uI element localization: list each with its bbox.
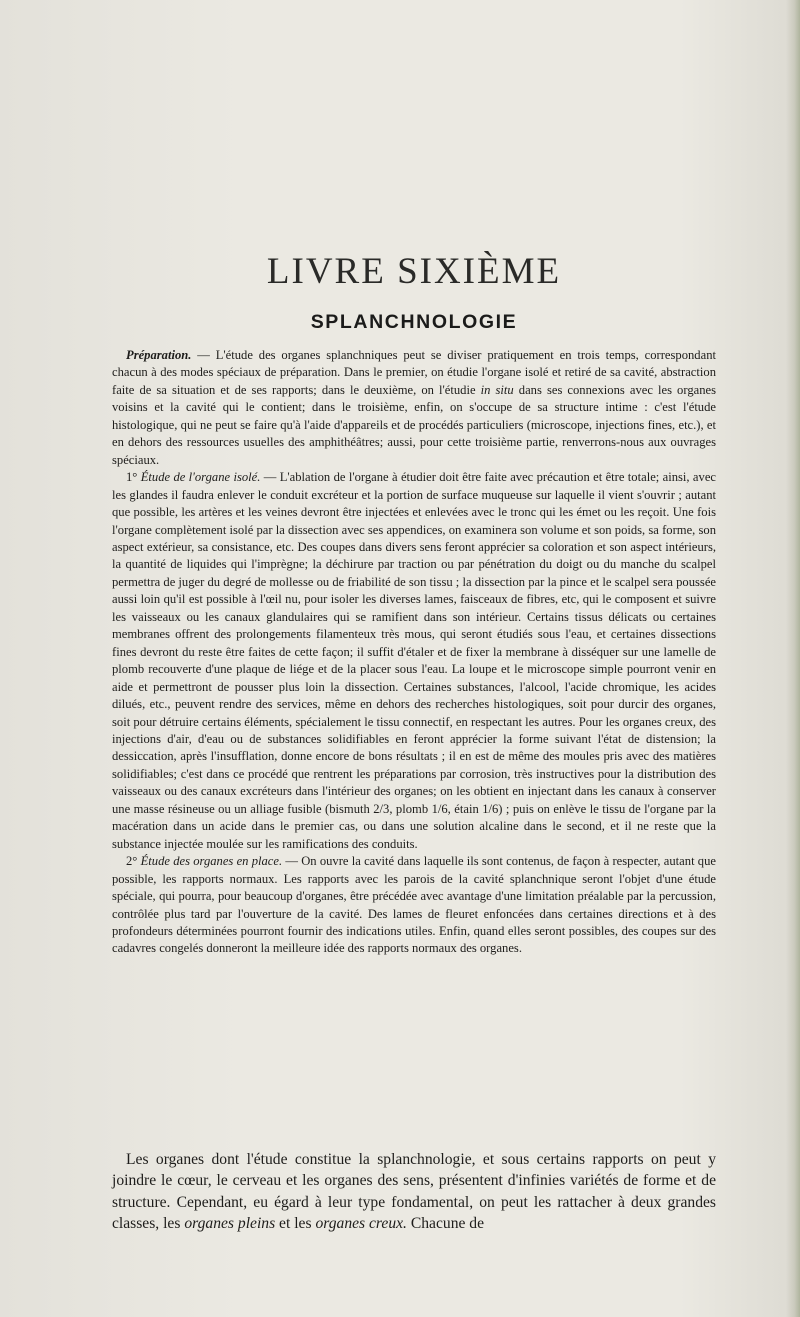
- paragraph-text: et les: [275, 1215, 316, 1233]
- page-edge-shadow: [786, 0, 800, 1317]
- paragraph-organe-isole: [112, 469, 716, 853]
- paragraph-text: — On ouvre la cavité dans laquelle ils sont contenus, de façon à respecter, autant que possible, les rapports normaux. Les rapports avec les parois de la cavité splanchnique seront l'objet d'une étude spéciale, qui pourra, pour beaucoup d'organes, être précédée avec avantage d'une limitation préalable par la percussion, contrôlée plus tard par l'ouverture de la cavité. Des lames de fleuret enfoncées dans certaines directions et à des profondeurs déterminées pourront fournir des indications utiles. Enfin, quand elles seront possibles, des coupes sur des cadavres congelés donneront la meilleure idée des rapports normaux des organes.: [112, 854, 716, 956]
- paragraph-text: Les organes dont l'étude constitue la splanchnologie, et sous certains rapports on peut y joindre le cœur, le cerveau et les organes des sens, présentent d'infinies variétés de forme et de structure. Cependant, eu égard à leur type fondamental, on peut les rattacher à deux grandes classes, les: [112, 1151, 716, 1233]
- paragraph-text: — L'étude des organes splanchniques peut se diviser pratiquement en trois temps, correspondant chacun à des modes spéciaux de préparation. Dans le premier, on étudie l'organe isolé et retiré de sa cavité, abstraction faite de sa situation et de ses rapports; dans le deuxième, on l'étudie: [112, 348, 716, 397]
- paragraph-emphasis: organes pleins: [184, 1215, 276, 1233]
- paragraph-text: Chacune de: [406, 1215, 485, 1233]
- section-number: 2°: [126, 854, 141, 869]
- paragraph-emphasis: in situ: [480, 382, 514, 397]
- paragraph-organes-en-place: [112, 853, 716, 958]
- paragraph-lead-in: Préparation.: [126, 348, 192, 362]
- book-title: LIVRE SIXIÈME: [266, 251, 562, 292]
- paragraph-classes-organes: [112, 1149, 716, 1235]
- paragraph-text: — L'ablation de l'organe à étudier doit être faite avec précaution et être totale; ainsi, avec les glandes il faudra enlever le conduit excréteur et la portion de surface muqueuse sur laquelle il vient s'ouvrir ; autant que possible, les artères et les veines devront être injectées et enlevées avec le tronc qui les émet ou les reçoit. Une fois l'organe complètement isolé par la dissection avec ses appendices, on examinera son volume et son poids, sa forme, son aspect extérieur, sa consistance, etc. Des coupes dans divers sens feront apprécier sa coloration et son aspect intérieurs, la quantité de liquides qui l'imprègne; la déchirure par traction ou par pénétration du doigt ou du manche du scalpel permettra de juger du degré de mollesse ou de friabilité de son tissu ; la dissection par la pince et le scalpel sera poussée aussi loin qu'il est possible à l'œil nu, pour isoler les diverses lames, faisceaux de fibres, etc, qui le composent et suivre les vaisseaux ou les canaux glandulaires qui se ramifient dans son intérieur. Certains tissus délicats ou certaines membranes offrent des prolongements filamenteux très mous, qui seront étudiés sous l'eau, et certaines dissections fines devront du reste être faites de cette façon; il suffit d'étaler et de fixer la membrane à disséquer sur une lamelle de plomb recouverte d'une plaque de liége et de la placer sous l'eau. La loupe et le microscope simple pourront venir en aide et permettront de pousser plus loin la dissection. Certaines substances, l'alcool, l'acide chromique, les acides dilués, etc., peuvent rendre des services, même en dehors des recherches histologiques, soit pour durcir des organes, soit pour détruire certains éléments, spécialement le tissu connectif, en respectant les autres. Pour les organes creux, des injections d'air, d'eau ou de substances solidifiables en feront apprécier la forme suivant l'état de distension; la dessiccation, après l'insufflation, donne encore de bons résultats ; il en est de même des moules pris avec des matières solidifiables; c'est dans ce procédé que rentrent les préparations par corrosion, très instructives pour la distribution des vaisseaux ou des canaux excréteurs dans l'intérieur des organes; on les obtient en injectant dans les canaux à conserver une masse résineuse ou un alliage fusible (bismuth 2/3, plomb 1/6, étain 1/6) ; puis on enlève le tissu de l'organe par la macération dans un acide dans le premier cas, ou dans une solution alcaline dans le second, et il ne reste que la substance injectée moulée sur les ramifications des conduits.: [112, 470, 717, 851]
- chapter-title: SPLANCHNOLOGIE: [310, 311, 518, 333]
- paragraph-text: dans ses connexions avec les organes voisins et la cavité qui le contient; dans le troisième, enfin, on s'occupe de sa structure intime : c'est l'étude histologique, qui ne peut se faire qu'à l'aide d'appareils et de procédés particuliers (microscope, injections fines, etc.), et en dehors des ressources usuelles des amphithéâtres; aussi, pour cette troisième partie, renverrons-nous aux ouvrages spéciaux.: [112, 382, 716, 467]
- section-title: Étude des organes en place.: [140, 854, 283, 869]
- section-title: Étude de l'organe isolé.: [140, 470, 261, 485]
- section-number: 1°: [126, 470, 141, 485]
- paragraph-emphasis: organes creux.: [315, 1215, 407, 1233]
- body-text: [112, 347, 716, 958]
- paragraph-preparation: [112, 347, 716, 469]
